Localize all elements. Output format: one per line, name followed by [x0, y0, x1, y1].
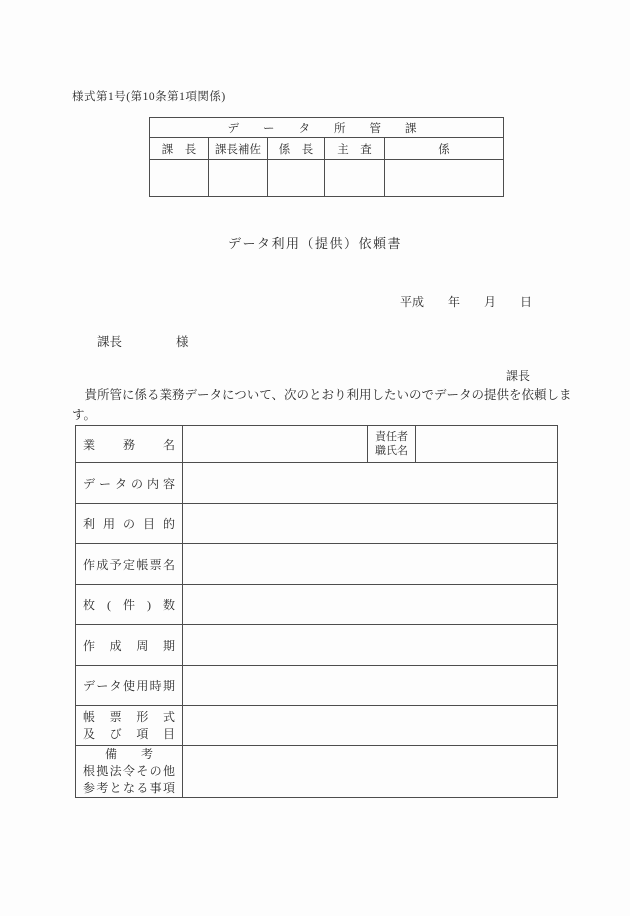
field-label-form-format-items: [76, 706, 183, 746]
remarks-label-line1: 備 考: [104, 747, 153, 761]
addressee-line: [97, 332, 189, 350]
row-business-name: [76, 426, 558, 463]
row-planned-form-name: [76, 544, 558, 585]
request-statement: [72, 386, 577, 425]
field-value-form-format-items: [183, 706, 558, 746]
row-form-format-items: [76, 706, 558, 746]
approval-table: [149, 117, 504, 197]
approval-table-title: データ所管課: [150, 118, 504, 138]
form-number: 様式第1号(第10条第1項関係): [72, 91, 226, 103]
approval-stamp-cell-senior-staff: [325, 160, 385, 197]
approval-stamp-row: [150, 160, 504, 197]
field-label-business-name: 業務名: [76, 426, 183, 463]
field-label-data-content: データの内容: [76, 463, 183, 504]
field-value-planned-form-name: [183, 544, 558, 585]
addressee-honorific: 様: [176, 335, 189, 349]
row-remarks: [76, 746, 558, 798]
approval-col-assistant-chief: 課長補佐: [209, 138, 268, 160]
request-statement-line1: 貴所管に係る業務データについて、次のとおり利用したいのでデータの提供を依頼しま: [72, 388, 572, 402]
field-label-sheet-count: 枚(件)数: [76, 585, 183, 625]
field-value-data-content: [183, 463, 558, 504]
approval-stamp-cell-subsection-chief: [268, 160, 325, 197]
field-value-responsible-person: [416, 426, 558, 463]
row-creation-cycle: [76, 625, 558, 666]
approval-stamp-cell-assistant-chief: [209, 160, 268, 197]
approval-stamp-cell-staff: [385, 160, 504, 197]
approval-col-senior-staff: 主 査: [325, 138, 385, 160]
field-label-remarks: [76, 746, 183, 798]
responsible-label-line2: 職氏名: [375, 445, 408, 457]
approval-col-section-chief: 課 長: [150, 138, 209, 160]
field-value-sheet-count: [183, 585, 558, 625]
field-label-purpose-of-use: 利用の目的: [76, 504, 183, 544]
field-value-creation-cycle: [183, 625, 558, 666]
request-table: [75, 425, 558, 798]
responsible-label-line1: 責任者: [375, 431, 408, 443]
field-value-data-usage-period: [183, 666, 558, 706]
approval-col-subsection-chief: 係 長: [268, 138, 325, 160]
row-data-usage-period: [76, 666, 558, 706]
row-purpose-of-use: [76, 504, 558, 544]
approval-stamp-cell-section-chief: [150, 160, 209, 197]
field-value-purpose-of-use: [183, 504, 558, 544]
field-label-data-usage-period: データ使用時期: [76, 666, 183, 706]
form-format-label-line2: 及び項目: [83, 726, 175, 741]
document-title: データ利用（提供）依頼書: [227, 236, 402, 251]
field-label-responsible-person: [368, 426, 416, 463]
approval-col-staff: 係: [385, 138, 504, 160]
field-label-planned-form-name: 作成予定帳票名: [76, 544, 183, 585]
form-format-label-line1: 帳票形式: [83, 709, 175, 724]
row-data-content: [76, 463, 558, 504]
field-value-remarks: [183, 746, 558, 798]
approval-title-row: [150, 118, 504, 138]
approval-header-row: [150, 138, 504, 160]
field-value-business-name: [183, 426, 368, 463]
sender-title: 課長: [506, 369, 531, 383]
remarks-label-line3: 参考となる事項: [83, 781, 175, 795]
remarks-label-line2: 根拠法令その他: [83, 764, 175, 778]
field-label-creation-cycle: 作成周期: [76, 625, 183, 666]
date-line: 平成 年 月 日: [400, 295, 533, 309]
addressee-title: 課長: [97, 335, 123, 349]
request-statement-line2: す。: [72, 407, 97, 422]
row-sheet-count: [76, 585, 558, 625]
